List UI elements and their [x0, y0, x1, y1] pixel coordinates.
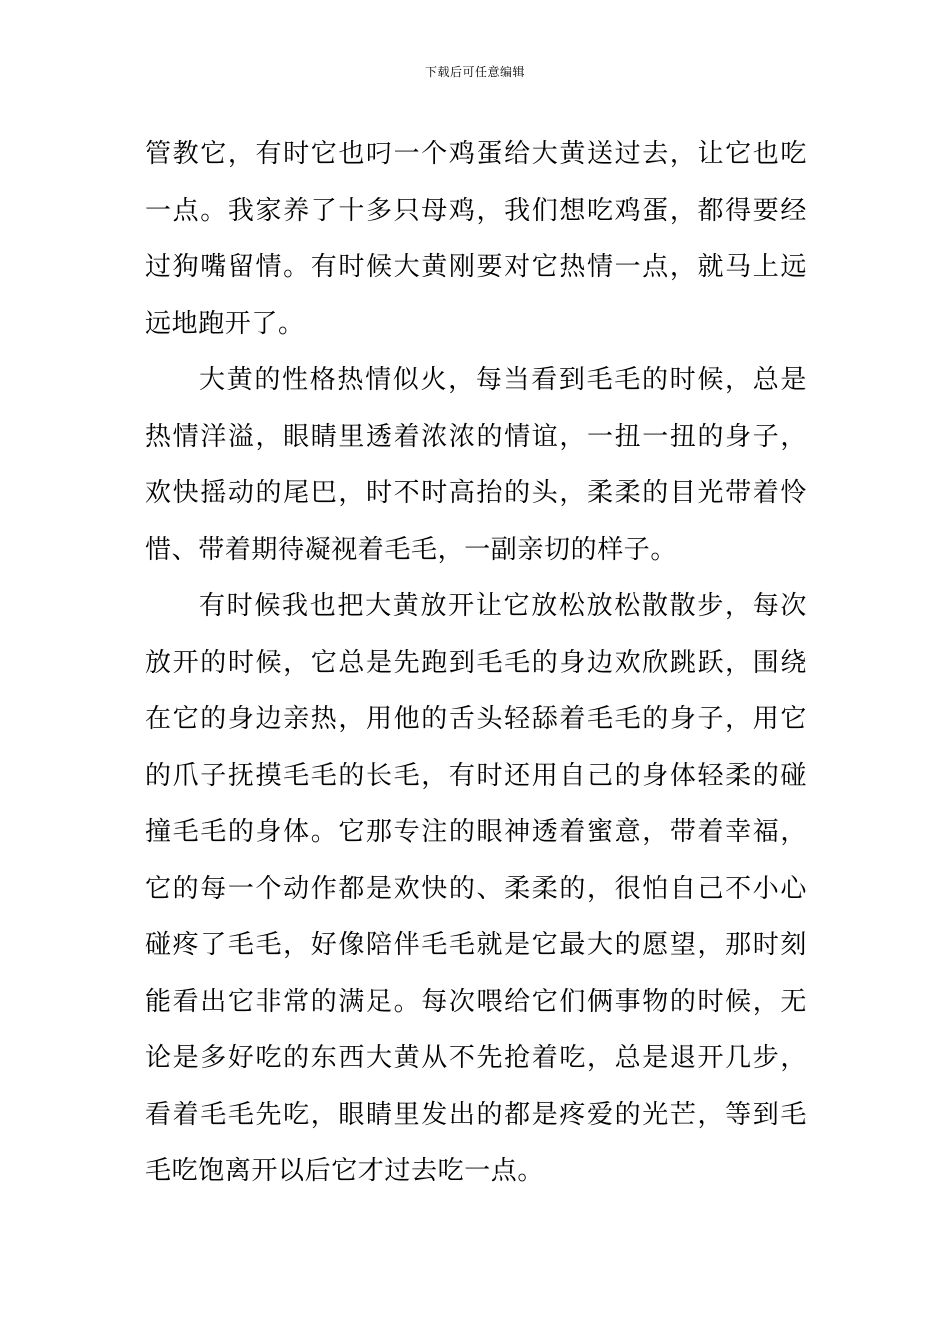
- document-body: [145, 126, 807, 1200]
- paragraph-walk-and-feeding: 有时候我也把大黄放开让它放松放松散散步，每次放开的时候，它总是先跑到毛毛的身边欢欣跳跃，围绕在它的身边亲热，用他的舌头轻舔着毛毛的身子，用它的爪子抚摸毛毛的长毛，有时还用自己的身体轻柔的碰撞毛毛的身体。它那专注的眼神透着蜜意，带着幸福，它的每一个动作都是欢快的、柔柔的，很怕自己不小心碰疼了毛毛，好像陪伴毛毛就是它最大的愿望，那时刻能看出它非常的满足。每次喂给它们俩事物的时候，无论是多好吃的东西大黄从不先抢着吃，总是退开几步，看着毛毛先吃，眼睛里发出的都是疼爱的光芒，等到毛毛吃饱离开以后它才过去吃一点。: [145, 591, 807, 1186]
- paragraph-continued: 管教它，有时它也叼一个鸡蛋给大黄送过去，让它也吃一点。我家养了十多只母鸡，我们想吃鸡蛋，都得要经过狗嘴留情。有时候大黄刚要对它热情一点，就马上远远地跑开了。: [145, 139, 807, 339]
- page-header: 下载后可任意编辑: [424, 65, 525, 79]
- paragraph-dahuang-personality: 大黄的性格热情似火，每当看到毛毛的时候，总是热情洋溢，眼睛里透着浓浓的情谊，一扭一扭的身子，欢快摇动的尾巴，时不时高抬的头，柔柔的目光带着怜惜、带着期待凝视着毛毛，一副亲切的样子。: [145, 365, 807, 565]
